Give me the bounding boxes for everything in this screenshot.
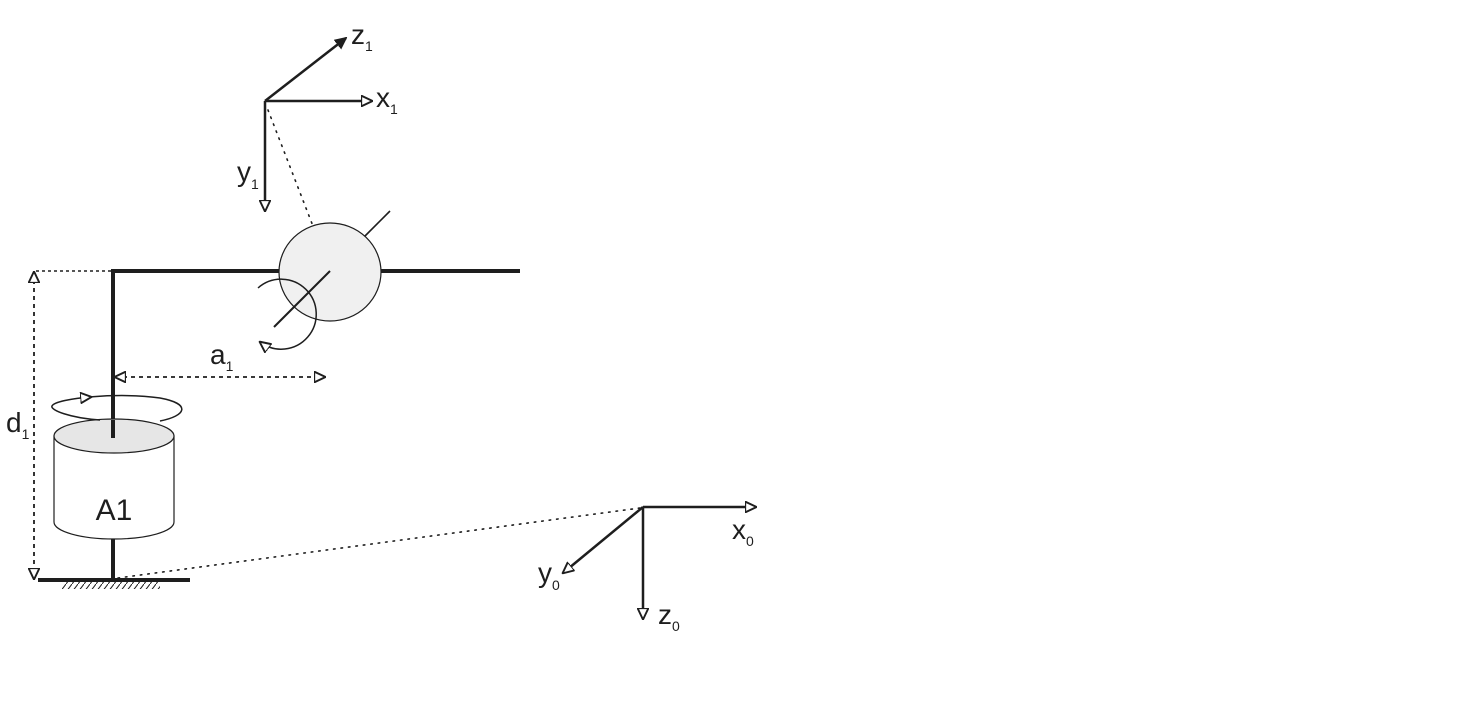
x0-label: x0 bbox=[732, 514, 754, 549]
y0-axis bbox=[563, 507, 643, 573]
link-1-arm bbox=[113, 271, 282, 438]
x1-label: x1 bbox=[376, 82, 398, 117]
z0-label: z0 bbox=[658, 599, 680, 634]
frame-1-axes bbox=[265, 38, 372, 211]
d1-label: d1 bbox=[6, 407, 30, 442]
joint-2-axis-upper bbox=[365, 211, 390, 236]
z1-axis bbox=[265, 38, 346, 101]
joint-1-label: A1 bbox=[95, 494, 133, 527]
joint-1-rotation-arrowhead bbox=[80, 397, 91, 398]
y1-label: y1 bbox=[237, 156, 259, 192]
ground-hatching bbox=[62, 582, 160, 589]
frame-0-projection-line bbox=[118, 508, 640, 578]
joint-1-rotation-arrow bbox=[52, 396, 182, 421]
z1-label: z1 bbox=[351, 19, 373, 54]
a1-label: a1 bbox=[210, 339, 234, 374]
y0-label: y0 bbox=[538, 557, 560, 593]
